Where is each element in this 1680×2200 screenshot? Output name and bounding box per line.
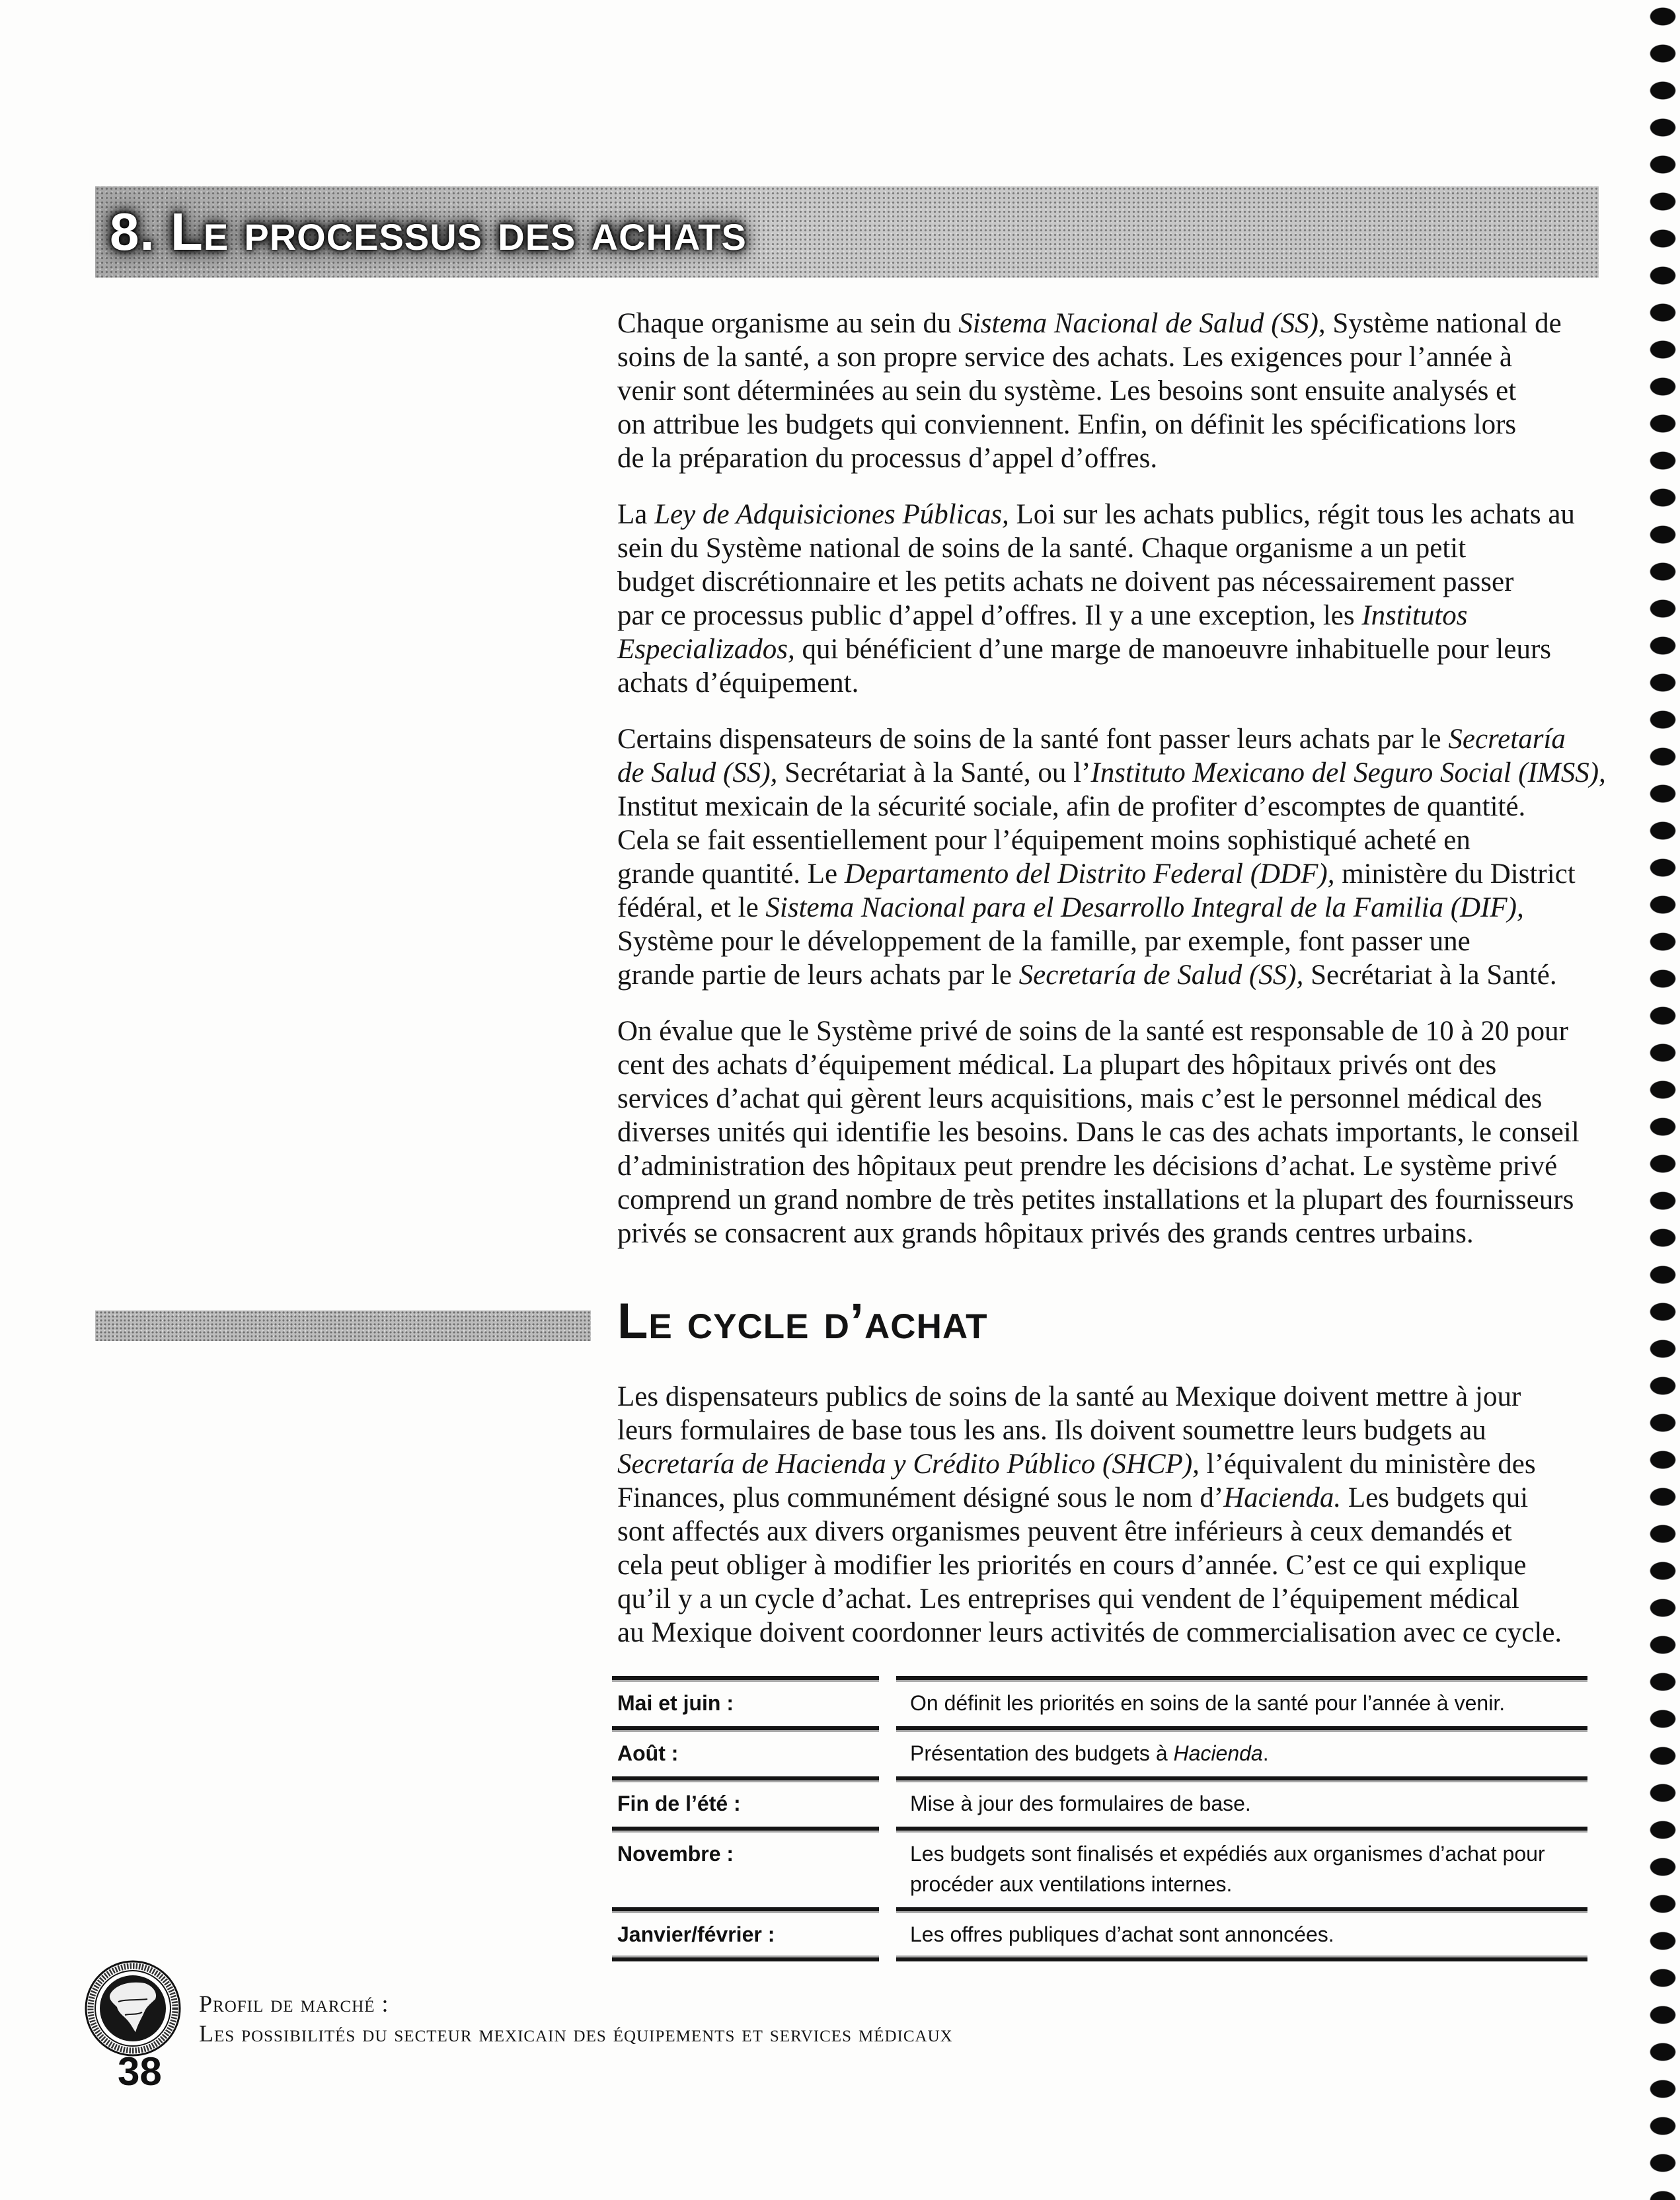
footer-publication-title <box>199 1989 953 2049</box>
body-paragraph <box>617 1380 1609 1650</box>
text-line <box>617 374 1609 408</box>
text-run: budget discrétionnaire et les petits achats ne doivent pas nécessairement passer <box>617 566 1514 597</box>
text-line <box>617 857 1609 891</box>
text-run: Système national de <box>1325 308 1562 339</box>
text-run: au Mexique doivent coordonner leurs activités de commercialisation avec ce cycle. <box>617 1617 1562 1648</box>
text-line <box>910 1738 1582 1768</box>
italic-term: Departamento del Distrito Federal (DDF), <box>844 858 1335 890</box>
italic-term: Institutos <box>1361 600 1468 631</box>
text-run: on attribue les budgets qui conviennent. Enfin, on définit les spécifications lors <box>617 409 1517 440</box>
table-cell-period: Août : <box>612 1726 879 1776</box>
text-run: Finances, plus communément désigné sous le nom d’ <box>617 1482 1224 1513</box>
text-run: comprend un grand nombre de très petites installations et la plupart des fournisseurs <box>617 1184 1574 1215</box>
table-cell-description <box>896 1827 1587 1907</box>
purchase-cycle-table <box>612 1676 1587 1961</box>
text-run: Institut mexicain de la sécurité sociale, afin de profiter d’escomptes de quantité. <box>617 791 1526 822</box>
text-run: fédéral, et le <box>617 892 766 923</box>
text-run: Les budgets qui <box>1341 1482 1529 1513</box>
text-run: Certains dispensateurs de soins de la santé font passer leurs achats par le <box>617 724 1449 755</box>
text-line <box>617 1380 1609 1414</box>
text-run: l’équivalent du ministère des <box>1199 1449 1536 1480</box>
text-run: grande partie de leurs achats par le <box>617 960 1019 991</box>
text-run: Chaque organisme au sein du <box>617 308 959 339</box>
text-run: d’administration des hôpitaux peut prendre les décisions d’achat. Le système privé <box>617 1151 1558 1182</box>
text-run: leurs formulaires de base tous les ans. Ils doivent soumettre leurs budgets au <box>617 1415 1486 1446</box>
body-paragraph <box>617 498 1609 700</box>
table-cell-period: Janvier/février : <box>612 1907 879 1961</box>
text-line <box>617 1548 1609 1582</box>
italic-term: Secretaría de Hacienda y Crédito Público (SHCP), <box>617 1449 1200 1480</box>
text-run: Les budgets sont finalisés et expédiés aux organismes d’achat pour <box>910 1842 1545 1866</box>
text-run: diverses unités qui identifie les besoins. Dans le cas des achats importants, le conseil <box>617 1117 1580 1148</box>
italic-term: Especializados, <box>617 634 795 665</box>
italic-term: de Salud (SS), <box>617 757 778 788</box>
text-line <box>617 925 1609 958</box>
text-run: qu’il y a un cycle d’achat. Les entreprises qui vendent de l’équipement médical <box>617 1583 1519 1614</box>
text-run: Les offres publiques d’achat sont annoncées. <box>910 1922 1334 1946</box>
text-line <box>617 1082 1609 1116</box>
text-line <box>910 1688 1582 1718</box>
heading-decor-bar <box>95 1310 591 1341</box>
text-line <box>617 1183 1609 1217</box>
text-run: soins de la santé, a son propre service des achats. Les exigences pour l’année à <box>617 342 1512 373</box>
footer-series-label: Profil de marché : <box>199 1991 389 2017</box>
table-cell-description <box>896 1776 1587 1827</box>
text-run: Cela se fait essentiellement pour l’équipement moins sophistiqué acheté en <box>617 825 1470 856</box>
body-paragraph <box>617 307 1609 475</box>
section-body <box>617 307 1609 1273</box>
table-cell-description <box>896 1907 1587 1961</box>
italic-term: Hacienda <box>1173 1741 1263 1765</box>
text-line <box>617 1014 1609 1048</box>
section-title: 8. Le processus des achats <box>110 202 747 261</box>
text-line <box>617 565 1609 599</box>
text-line <box>910 1869 1582 1899</box>
footer-document-title: Les possibilités du secteur mexicain des équipements et services médicaux <box>199 2020 953 2047</box>
subsection-heading: Le cycle d’achat <box>617 1293 988 1349</box>
italic-term: Secretaría <box>1448 724 1566 755</box>
subsection-body <box>617 1380 1609 1672</box>
text-line <box>617 722 1609 756</box>
text-line <box>617 340 1609 374</box>
text-run: sein du Système national de soins de la santé. Chaque organisme a un petit <box>617 533 1467 564</box>
text-run: Secrétariat à la Santé, ou l’ <box>777 757 1091 788</box>
text-line <box>617 531 1609 565</box>
text-run: Système pour le développement de la famille, par exemple, font passer une <box>617 926 1470 957</box>
binding-holes <box>1648 0 1677 2200</box>
table-cell-description <box>896 1726 1587 1776</box>
table-cell-period: Novembre : <box>612 1827 879 1907</box>
text-line <box>617 1481 1609 1515</box>
text-run: cent des achats d’équipement médical. La plupart des hôpitaux privés ont des <box>617 1049 1497 1081</box>
text-run: . <box>1262 1741 1269 1765</box>
body-paragraph <box>617 722 1609 992</box>
text-run: grande quantité. Le <box>617 858 845 890</box>
text-run: Les dispensateurs publics de soins de la santé au Mexique doivent mettre à jour <box>617 1381 1521 1412</box>
text-run: cela peut obliger à modifier les priorités en cours d’année. C’est ce qui explique <box>617 1550 1527 1581</box>
text-line <box>910 1919 1582 1950</box>
text-run: On définit les priorités en soins de la santé pour l’année à venir. <box>910 1691 1506 1715</box>
text-line <box>617 666 1609 700</box>
text-line <box>617 1582 1609 1616</box>
text-line <box>617 498 1609 531</box>
text-run: par ce processus public d’appel d’offres. Il y a une exception, les <box>617 600 1362 631</box>
text-run: qui bénéficient d’une marge de manoeuvre inhabituelle pour leurs <box>794 634 1552 665</box>
text-line <box>617 1149 1609 1183</box>
body-paragraph <box>617 1014 1609 1250</box>
text-line <box>910 1788 1582 1819</box>
section-banner <box>95 186 1599 278</box>
text-line <box>617 1515 1609 1548</box>
text-run: de la préparation du processus d’appel d’offres. <box>617 443 1158 474</box>
text-run: procéder aux ventilations internes. <box>910 1872 1233 1896</box>
text-run: On évalue que le Système privé de soins de la santé est responsable de 10 à 20 pour <box>617 1016 1568 1047</box>
text-line <box>617 790 1609 823</box>
text-run: services d’achat qui gèrent leurs acquisitions, mais c’est le personnel médical des <box>617 1083 1543 1114</box>
text-run: sont affectés aux divers organismes peuvent être inférieurs à ceux demandés et <box>617 1516 1512 1547</box>
text-run: Secrétariat à la Santé. <box>1303 960 1557 991</box>
text-line <box>617 632 1609 666</box>
italic-term: Hacienda. <box>1223 1482 1342 1513</box>
text-line <box>617 756 1609 790</box>
text-line <box>617 441 1609 475</box>
text-line <box>617 1447 1609 1481</box>
italic-term: Sistema Nacional de Salud (SS), <box>958 308 1326 339</box>
text-line <box>910 1839 1582 1869</box>
text-line <box>617 958 1609 992</box>
italic-term: Secretaría de Salud (SS), <box>1018 960 1304 991</box>
text-line <box>617 891 1609 925</box>
text-run: achats d’équipement. <box>617 667 859 699</box>
italic-term: Ley de Adquisiciones Públicas, <box>654 499 1009 530</box>
text-run: venir sont déterminées au sein du système. Les besoins sont ensuite analysés et <box>617 375 1517 406</box>
text-line <box>617 599 1609 632</box>
text-run: privés se consacrent aux grands hôpitaux privés des grands centres urbains. <box>617 1218 1474 1249</box>
text-line <box>617 1414 1609 1447</box>
italic-term: Instituto Mexicano del Seguro Social (IMSS), <box>1090 757 1606 788</box>
text-run: Présentation des budgets à <box>910 1741 1174 1765</box>
table-cell-description <box>896 1676 1587 1726</box>
text-line <box>617 307 1609 340</box>
text-line <box>617 1217 1609 1250</box>
text-line <box>617 1048 1609 1082</box>
page-number: 38 <box>118 2049 162 2094</box>
text-run: La <box>617 499 655 530</box>
table-cell-period: Fin de l’été : <box>612 1776 879 1827</box>
text-run: Loi sur les achats publics, régit tous les achats au <box>1009 499 1575 530</box>
text-line <box>617 1616 1609 1650</box>
table-cell-period: Mai et juin : <box>612 1676 879 1726</box>
north-america-logo <box>84 1959 182 2057</box>
text-run: ministère du District <box>1334 858 1576 890</box>
text-run: Mise à jour des formulaires de base. <box>910 1792 1251 1815</box>
italic-term: Sistema Nacional para el Desarrollo Integral de la Familia (DIF), <box>765 892 1524 923</box>
text-line <box>617 408 1609 441</box>
text-line <box>617 1116 1609 1149</box>
text-line <box>617 823 1609 857</box>
